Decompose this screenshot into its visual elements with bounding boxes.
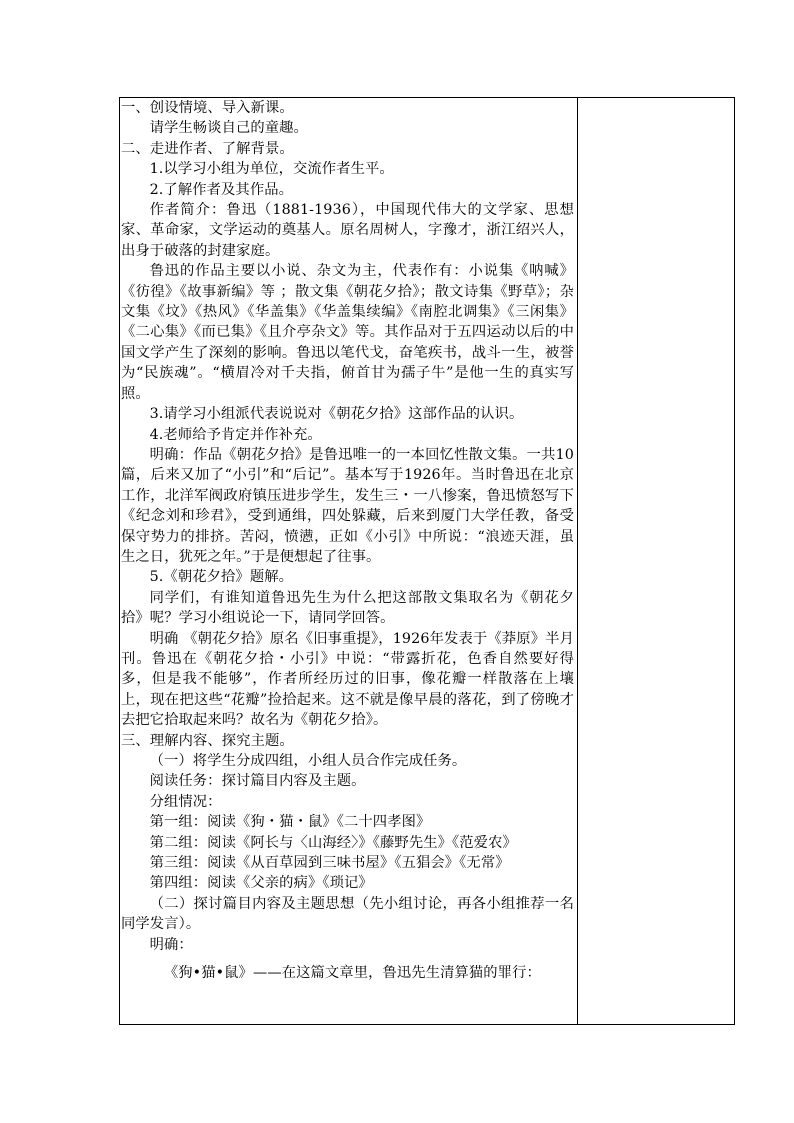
paragraph: 4.老师给予肯定并作补充。 bbox=[149, 426, 322, 443]
author-intro: 作者简介：鲁迅（1881-1936），中国现代伟大的文学家、思想家、革命家，文学运动的奠基人。原名周树人，字豫才，浙江绍兴人，出身于破落的封建家庭。 bbox=[121, 202, 574, 259]
section-heading-1: 一、创设情境、导入新课。 bbox=[121, 100, 294, 116]
paragraph: 明确： bbox=[149, 936, 193, 953]
title-explanation: 明确 《朝花夕拾》原名《旧事重提》，1926年发表于《莽原》半月刊。鲁迅在《朝花夕拾・小引》中说：“带露折花，色香自然要好得多，但是我不能够”，作者所经历过的旧事，像花瓣一样散落在上壤上，现在把这些“花瓣”捡拾起来。这不就是像早晨的落花，到了傍晚才去把它拾取起来吗？故名为《朝花夕拾》。 bbox=[121, 630, 574, 729]
lesson-content bbox=[121, 98, 574, 983]
section-heading-2: 二、走进作者、了解背景。 bbox=[121, 140, 294, 157]
section-heading-3: 三、理解内容、探究主题。 bbox=[121, 732, 294, 749]
group-item: 第四组：阅读《父亲的病》《琐记》 bbox=[149, 875, 373, 892]
group-item: 第二组：阅读《阿长与〈山海经〉》《藤野先生》《范爱农》 bbox=[149, 834, 517, 851]
paragraph: 《狗•猫•鼠》——在这篇文章里，鲁迅先生清算猫的罪行： bbox=[163, 965, 541, 982]
paragraph: 3.请学习小组派代表说说对《朝花夕拾》这部作品的认识。 bbox=[149, 406, 524, 423]
paragraph: 同学们，有谁知道鲁迅先生为什么把这部散文集取名为《朝花夕拾》呢？学习小组说论一下，请同学回答。 bbox=[121, 589, 574, 627]
group-item: 第三组：阅读《从百草园到三味书屋》《五猖会》《无常》 bbox=[149, 855, 510, 872]
paragraph: 2.了解作者及其作品。 bbox=[149, 181, 294, 198]
column-divider bbox=[577, 97, 578, 1025]
paragraph: （二）探讨篇目内容及主题思想（先小组讨论，再各小组推荐一名同学发言）。 bbox=[121, 895, 574, 933]
paragraph: 请学生畅谈自己的童趣。 bbox=[149, 120, 308, 137]
paragraph: 分组情况： bbox=[149, 793, 222, 810]
paragraph: 5.《朝花夕拾》题解。 bbox=[149, 569, 294, 586]
paragraph: （一）将学生分成四组，小组人员合作完成任务。 bbox=[149, 753, 467, 769]
paragraph: 1.以学习小组为单位，交流作者生平。 bbox=[149, 161, 394, 178]
works-paragraph: 鲁迅的作品主要以小说、杂文为主，代表作有：小说集《呐喊》《彷徨》《故事新编》等 ；散文集《朝花夕拾》；散文诗集《野草》；杂文集《坟》《热风》《华盖集》《华盖集续编》《南腔北调集》《三闲集》《二心集》《而已集》《且介亭杂文》等。其作品对于五四运动以后的中国文学产生了深刻的影响。鲁迅以笔代戈，奋笔疾书，战斗一生，被誉为“民族魂”。“横眉冷对千夫指，俯首甘为孺子牛”是他一生的真实写照。 bbox=[121, 263, 574, 402]
paragraph: 阅读任务：探讨篇目内容及主题。 bbox=[149, 773, 366, 790]
spacer bbox=[121, 955, 574, 963]
clarification-paragraph: 明确：作品《朝花夕拾》是鲁迅唯一的一本回忆性散文集。一共10篇，后来又加了“小引”和“后记”。基本写于1926年。当时鲁迅在北京工作，北洋军阀政府镇压进步学生，发生三・一八惨案，鲁迅愤怒写下《纪念刘和珍君》，受到通缉，四处躲藏，后来到厦门大学任教，备受保守势力的排挤。苦闷，愤懑，正如《小引》中所说：“浪迹天涯，虽生之日，犹死之年。”于是便想起了往事。 bbox=[121, 446, 574, 565]
group-item: 第一组：阅读《狗・猫・鼠》《二十四孝图》 bbox=[149, 814, 431, 831]
